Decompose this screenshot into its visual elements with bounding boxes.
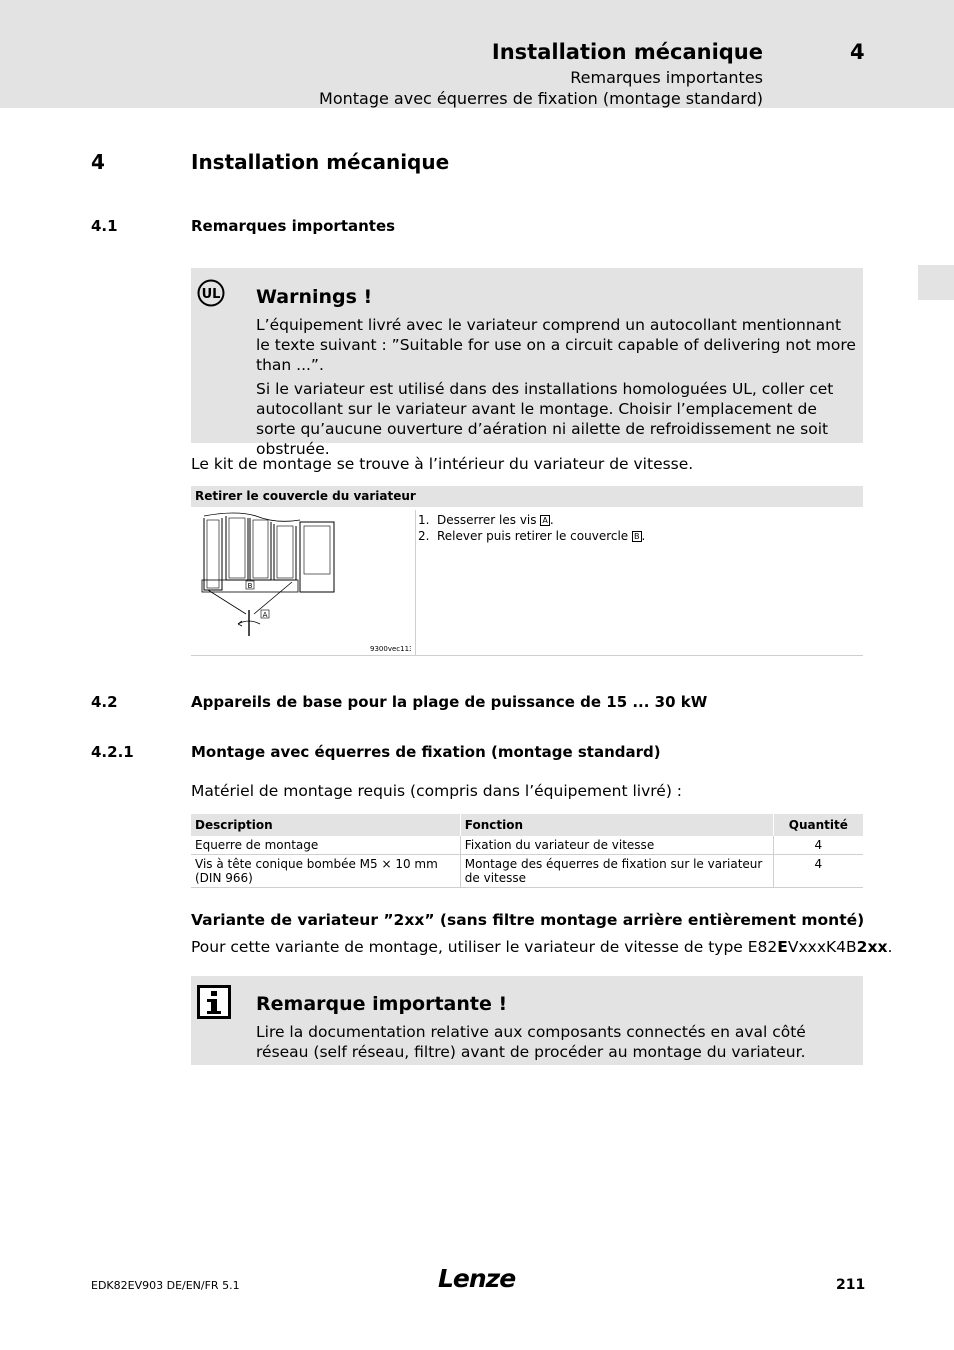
footer-document-id: EDK82EV903 DE/EN/FR 5.1	[91, 1279, 240, 1292]
ref-label-a: A	[542, 516, 548, 525]
section-4-2-1-number: 4.2.1	[91, 743, 134, 761]
step-end: .	[641, 529, 646, 543]
section-4-1-number: 4.1	[91, 217, 118, 235]
cover-removal-steps	[418, 512, 645, 544]
figure-label-b: B	[247, 582, 253, 590]
section-4-1-title: Remarques importantes	[191, 217, 396, 235]
variant-text-e: E	[777, 938, 788, 956]
header-subtitle-1: Remarques importantes	[570, 68, 763, 87]
important-note-paragraph: Lire la documentation relative aux composants connectés en aval côté réseau (self réseau, filtre) avant de procéder au montage du variateur.	[256, 1023, 806, 1061]
cell-description: Vis à tête conique bombée M5 × 10 mm (DIN 966)	[191, 855, 460, 888]
variant-title: Variante de variateur ”2xx” (sans filtre montage arrière entièrement monté)	[191, 911, 865, 929]
header-subtitle-2: Montage avec équerres de fixation (montage standard)	[319, 89, 763, 108]
section-4-2-title: Appareils de base pour la plage de puissance de 15 ... 30 kW	[191, 693, 708, 711]
info-icon	[197, 985, 231, 1023]
figure-table-divider	[415, 510, 416, 655]
warning-box	[191, 268, 863, 458]
header-chapter-number: 4	[850, 40, 865, 64]
variant-text-mid: VxxxK4B	[787, 938, 857, 956]
footer-page-number: 211	[836, 1277, 866, 1293]
table-row	[191, 836, 863, 855]
cell-quantite: 4	[773, 855, 863, 888]
chapter-side-tab	[918, 265, 954, 300]
warning-body	[256, 315, 856, 463]
important-note-title: Remarque importante !	[256, 993, 508, 1015]
section-4-number: 4	[91, 150, 105, 174]
mounting-kit-text: Le kit de montage se trouve à l’intérieur du variateur de vitesse.	[191, 455, 694, 473]
step-end: .	[549, 513, 554, 527]
cell-quantite: 4	[773, 836, 863, 855]
cell-fonction: Montage des équerres de fixation sur le variateur de vitesse	[460, 855, 773, 888]
important-note-body	[256, 1022, 856, 1066]
important-note-box	[191, 976, 863, 1065]
cell-fonction: Fixation du variateur de vitesse	[460, 836, 773, 855]
cover-removal-figure	[196, 512, 411, 656]
step-number: 1.	[418, 513, 430, 527]
ul-icon	[197, 279, 225, 311]
step-item	[418, 512, 645, 528]
variant-text-end: .	[887, 938, 893, 956]
mounting-material-text: Matériel de montage requis (compris dans l’équipement livré) :	[191, 782, 683, 800]
variant-text-start: Pour cette variante de montage, utiliser le variateur de vitesse de type E82	[191, 938, 778, 956]
mounting-material-table	[191, 814, 863, 888]
figure-caption: 9300vec113	[370, 645, 411, 652]
section-4-2-number: 4.2	[91, 693, 118, 711]
variant-text	[191, 938, 892, 956]
table-header-row	[191, 814, 863, 836]
figure-table-header: Retirer le couvercle du variateur	[191, 486, 863, 507]
step-number: 2.	[418, 529, 430, 543]
figure-label-a: A	[262, 611, 268, 619]
ref-label-b: B	[634, 532, 640, 541]
step-text: Relever puis retirer le couvercle	[437, 529, 629, 543]
table-row	[191, 855, 863, 888]
step-text: Desserrer les vis	[437, 513, 537, 527]
warning-title: Warnings !	[256, 286, 373, 308]
column-header-quantite: Quantité	[773, 814, 863, 836]
header-title: Installation mécanique	[491, 40, 763, 64]
svg-text:UL: UL	[201, 287, 221, 302]
lenze-logo: Lenze	[438, 1264, 516, 1293]
step-item	[418, 528, 645, 544]
column-header-description: Description	[191, 814, 460, 836]
cell-description: Equerre de montage	[191, 836, 460, 855]
warning-paragraph-1: L’équipement livré avec le variateur comprend un autocollant mentionnant le texte suivant : ”Suitable for use on a circuit capable of delivering not more than ...”.	[256, 316, 856, 374]
section-4-title: Installation mécanique	[191, 150, 450, 174]
variant-text-2xx: 2xx	[856, 938, 888, 956]
warning-paragraph-2: Si le variateur est utilisé dans des installations homologuées UL, coller cet autocollant sur le variateur avant le montage. Choisir l’emplacement de sorte qu’aucune ouverture d’aération ni ailette de refroidissement ne soit obstruée.	[256, 380, 834, 458]
section-4-2-1-title: Montage avec équerres de fixation (montage standard)	[191, 743, 661, 761]
column-header-fonction: Fonction	[460, 814, 773, 836]
